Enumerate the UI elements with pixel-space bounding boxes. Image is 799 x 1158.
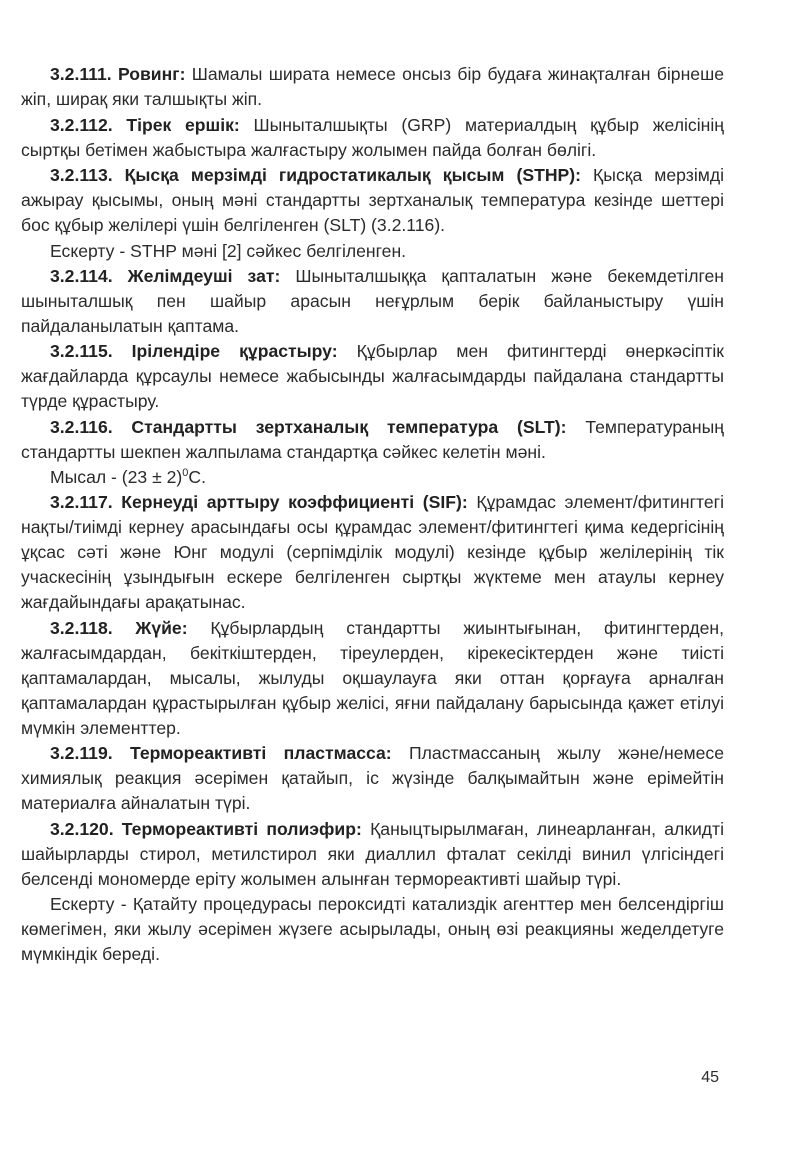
entry-term: 3.2.114. Желімдеуші зат: — [50, 265, 281, 286]
entry-term: 3.2.111. Ровинг: — [50, 64, 186, 84]
entry-term: 3.2.112. Тірек ершік: — [50, 114, 240, 135]
entry-text: Пластмассаның жылу және/немесе химиялық реакция әсерімен қатайып, іс жүзінде балқымайтын және ерімейтін материалға айналатын түрі. — [21, 743, 724, 813]
note-curing: Ескерту - Қатайту процедурасы пероксидті катализдік агенттер мен белсендіргіш көмегімен, яки жылу әсерімен жүзеге асырылады, оның өзі реакцияны жеделдетуге мүмкіндік береді. — [21, 894, 724, 964]
example-text: Мысал - (23 ± 2) — [50, 467, 183, 487]
entry-text: Құрамдас элемент/фитингтегі нақты/тиімді кернеу арасындағы осы құрамдас элемент/фитингтегі қима кедергісінің ұқсас сәті және Юнг модулі (серпімділік модулі) кезінде құбыр желілерінің тік учаскесінің ұзындығын ескере белгіленген сыртқы жүктеме мен атаулы кернеу жағдайындағы арақатынас. — [21, 492, 724, 612]
entry-term: 3.2.120. Термореактивті полиэфир: — [50, 818, 362, 839]
entry-text: Қысқа мерзімді ажырау қысымы, оның мәні стандартты зертханалық температура кезінде шеттері бос құбыр желілері үшін белгіленген (SLT) (3.2.116). — [21, 165, 724, 235]
entry-slt — [21, 415, 724, 465]
example-unit: С. — [188, 467, 207, 487]
entry-term: 3.2.113. Қысқа мерзімді гидростатикалық қысым (STHP): — [50, 165, 581, 185]
entry-text: Шыныталшыққа қапталатын және бекемдетілген шыныталшық пен шайыр арасын неғұрлым берік байланыстыру үшін пайдаланылатын қаптама. — [21, 265, 724, 336]
page-number: 45 — [701, 1069, 719, 1086]
entry-roving — [21, 62, 724, 112]
entry-support-saddle — [21, 113, 724, 163]
entry-text: Қаныцтырылмаған, линеарланған, алкидті шайырларды стирол, метилстирол яки диаллил фталат секілді винил үлгісіндегі белсенді мономерде еріту жолымен алынған термореактивті шайыр түрі. — [21, 818, 725, 889]
entry-sizing-agent — [21, 264, 724, 339]
entry-term: 3.2.115. Ірілендіре құрастыру: — [50, 341, 338, 361]
entry-term: 3.2.117. Кернеуді арттыру коэффициенті (SIF): — [50, 492, 468, 512]
entry-text: Шыныталшықты (GRP) материалдың құбыр желісінің сыртқы бетімен жабыстыра жалғастыру жолымен пайда болған бөлігі. — [21, 114, 724, 160]
entry-thermoset-polyester — [21, 817, 724, 892]
entry-sthp — [21, 163, 724, 238]
entry-text: Құбырлар мен фитингтерді өнеркәсіптік жағдайларда құрсаулы немесе жабысынды жалғасымдарды пайдалана стандартты түрде құрастыру. — [21, 341, 724, 411]
entry-text: Құбырлардың стандартты жиынтығынан, фитингтерден, жалғасымдардан, бекіткіштерден, тіреулерден, кірекесіктерден және тиісті қаптамалардан, мысалы, жылуды оқшаулауға яки оттан қорғауға арналған қаптамалардан құрастырылған құбыр желісі, яғни пайдалану барысында қажет етілуі мүмкін элементтер. — [21, 617, 725, 738]
example-slt — [21, 465, 724, 490]
entry-term: 3.2.118. Жүйе: — [50, 617, 188, 638]
entry-text: Температураның стандартты шекпен жалпылама стандартқа сәйкес келетін мәні. — [21, 416, 724, 462]
note-sthp: Ескерту - STHP мәні [2] сәйкес белгіленген. — [50, 240, 407, 261]
entry-sif — [21, 490, 724, 615]
entry-system — [21, 616, 724, 741]
entry-thermoset-plastic — [21, 741, 724, 816]
entry-spool-assembly — [21, 339, 724, 414]
entry-term: 3.2.119. Термореактивті пластмасса: — [50, 743, 392, 763]
entry-text: Шамалы ширата немесе онсыз бір будаға жинақталған бірнеше жіп, ширақ яки талшықты жіп. — [21, 64, 724, 109]
entry-term: 3.2.116. Стандартты зертханалық температура (SLT): — [50, 416, 567, 437]
degree-superscript: 0 — [182, 467, 189, 480]
